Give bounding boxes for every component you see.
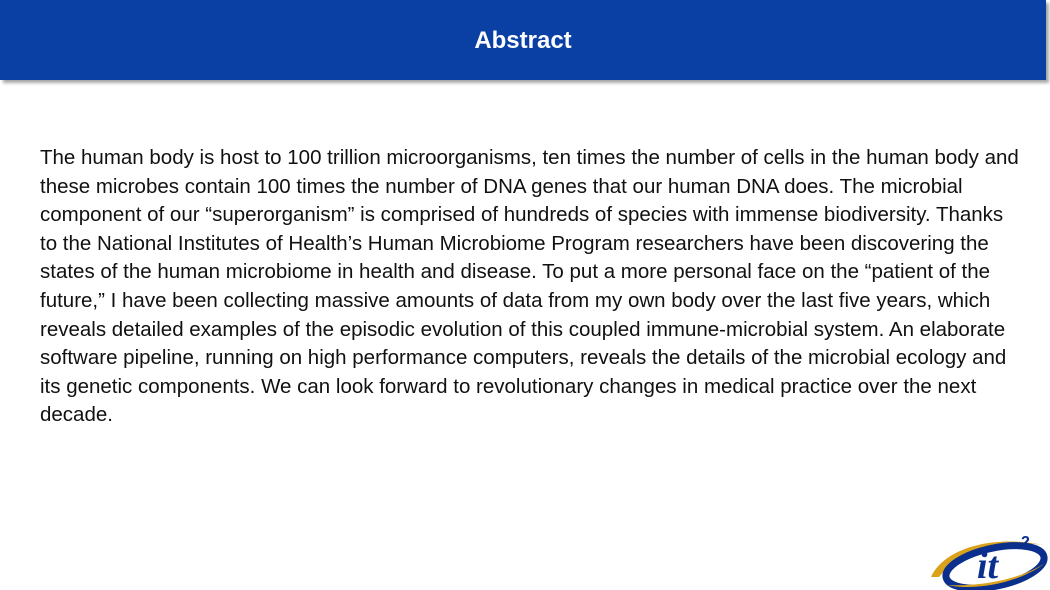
it2-logo bbox=[925, 525, 1050, 590]
title-bar bbox=[0, 0, 1046, 80]
slide-title: Abstract bbox=[474, 27, 572, 54]
logo-superscript: 2 bbox=[1021, 534, 1030, 551]
logo-letters: it bbox=[977, 545, 999, 587]
abstract-body-text: The human body is host to 100 trillion microorganisms, ten times the number of cells in the human body and these microbes contain 100 times the number of DNA genes that our human DNA does. The microbial component of our “superorganism” is comprised of hundreds of species with immense biodiversity. Thanks to the National Institutes of Health’s Human Microbiome Program researchers have been discovering the states of the human microbiome in health and disease. To put a more personal face on the “patient of the future,” I have been collecting massive amounts of data from my own body over the last five years, which reveals detailed examples of the episodic evolution of this coupled immune-microbial system. An elaborate software pipeline, running on high performance computers, reveals the details of the microbial ecology and its genetic components. We can look forward to revolutionary changes in medical practice over the next decade. bbox=[40, 146, 1019, 427]
